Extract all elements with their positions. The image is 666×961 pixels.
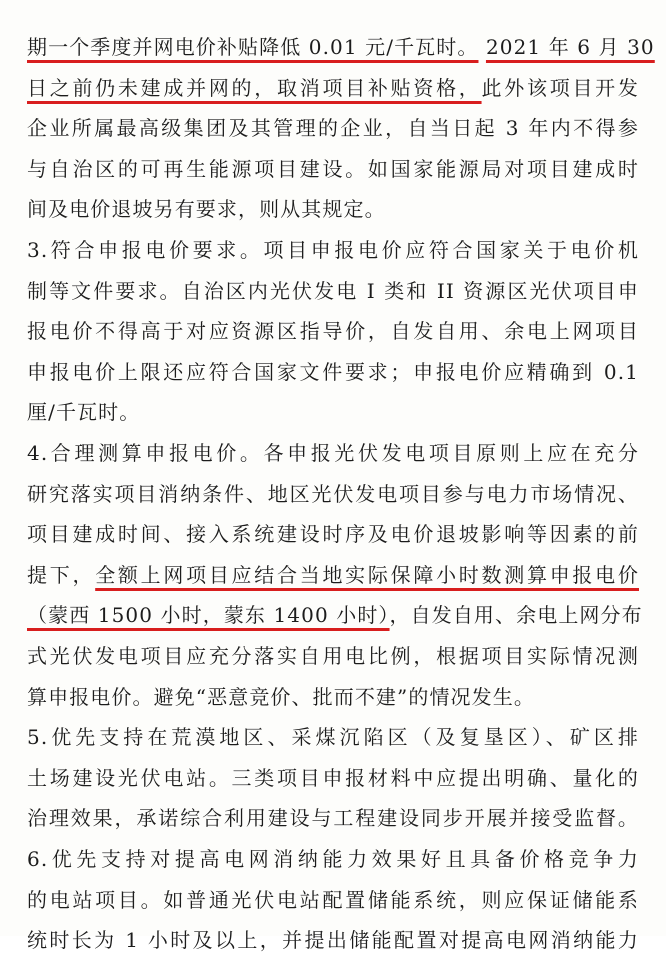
text-line <box>27 473 639 515</box>
text-segment: ，自发自用、余电上网分布 <box>389 603 643 628</box>
text-line <box>27 797 639 839</box>
text-line <box>27 879 639 921</box>
text-line <box>27 391 639 433</box>
text-segment: 算申报电价。避免“恶意竞价、批而不建”的情况发生。 <box>27 684 535 709</box>
text-segment: 治理效果，承诺综合利用建设与工程建设同步开展并接受监督。 <box>27 806 639 831</box>
text-segment <box>478 35 485 59</box>
text-line <box>27 676 639 718</box>
text-segment: 土场建设光伏电站。三类项目申报材料中应提出明确、量化的 <box>27 765 639 790</box>
text-line <box>27 188 639 230</box>
text-line <box>27 432 639 474</box>
underlined-text: 全额上网项目应结合当地实际保障小时数测算申报电价 <box>95 562 639 587</box>
text-line <box>27 635 639 677</box>
text-segment: 3.符合申报电价要求。项目申报电价应符合国家关于电价机 <box>27 238 639 262</box>
text-line <box>27 919 639 961</box>
text-segment: 4.合理测算申报电价。各申报光伏发电项目原则上应在充分 <box>27 441 639 465</box>
text-line <box>27 716 639 758</box>
text-segment: 制等文件要求。自治区内光伏发电 I 类和 II 资源区光伏项目申 <box>27 278 639 303</box>
text-line <box>27 838 639 880</box>
text-segment: 5.优先支持在荒漠地区、采煤沉陷区（及复垦区）、矿区排 <box>27 725 639 750</box>
text-segment: 式光伏发电项目应充分落实自用电比例，根据项目实际情况测 <box>27 644 639 668</box>
text-segment: 研究落实项目消纳条件、地区光伏发电项目参与电力市场情况、 <box>27 481 639 506</box>
text-segment: 统时长为 1 小时及以上，并提出储能配置对提高电网消纳能力 <box>27 928 639 953</box>
text-segment: 的电站项目。如普通光伏电站配置储能系统，则应保证储能系 <box>27 887 639 912</box>
text-line <box>27 67 639 109</box>
text-line <box>27 26 655 68</box>
text-segment: 提下， <box>27 562 96 587</box>
text-segment: 6.优先支持对提高电网消纳能力效果好且具备价格竞争力 <box>27 847 639 871</box>
text-segment: 申报电价上限还应符合国家文件要求；申报电价应精确到 0.1 <box>27 359 639 384</box>
underlined-text: 期一个季度并网电价补贴降低 0.01 元/千瓦时。 <box>27 35 479 59</box>
text-line <box>27 757 639 799</box>
text-line <box>27 554 639 596</box>
text-segment: 间及电价退坡另有要求，则从其规定。 <box>27 197 386 222</box>
text-segment: 此外该项目开发 <box>481 75 640 100</box>
text-line <box>27 351 639 393</box>
text-line <box>27 310 639 352</box>
text-line <box>27 594 643 636</box>
text-line <box>27 107 639 149</box>
text-line <box>27 513 639 555</box>
text-line <box>27 229 639 271</box>
text-segment: 报电价不得高于对应资源区指导价，自发自用、余电上网项目 <box>27 319 639 344</box>
text-line <box>27 148 639 190</box>
underlined-text: （蒙西 1500 小时，蒙东 1400 小时） <box>27 603 390 628</box>
text-segment: 企业所属最高级集团及其管理的企业，自当日起 3 年内不得参 <box>27 116 639 141</box>
text-segment: 项目建成时间、接入系统建设时序及电价退坡影响等因素的前 <box>27 522 639 547</box>
underlined-text: 2021 年 6 月 30 <box>485 35 655 59</box>
text-segment: 厘/千瓦时。 <box>27 400 141 425</box>
text-line <box>27 270 639 312</box>
underlined-text: 日之前仍未建成并网的，取消项目补贴资格， <box>27 75 482 100</box>
text-segment: 与自治区的可再生能源项目建设。如国家能源局对项目建成时 <box>27 156 639 181</box>
